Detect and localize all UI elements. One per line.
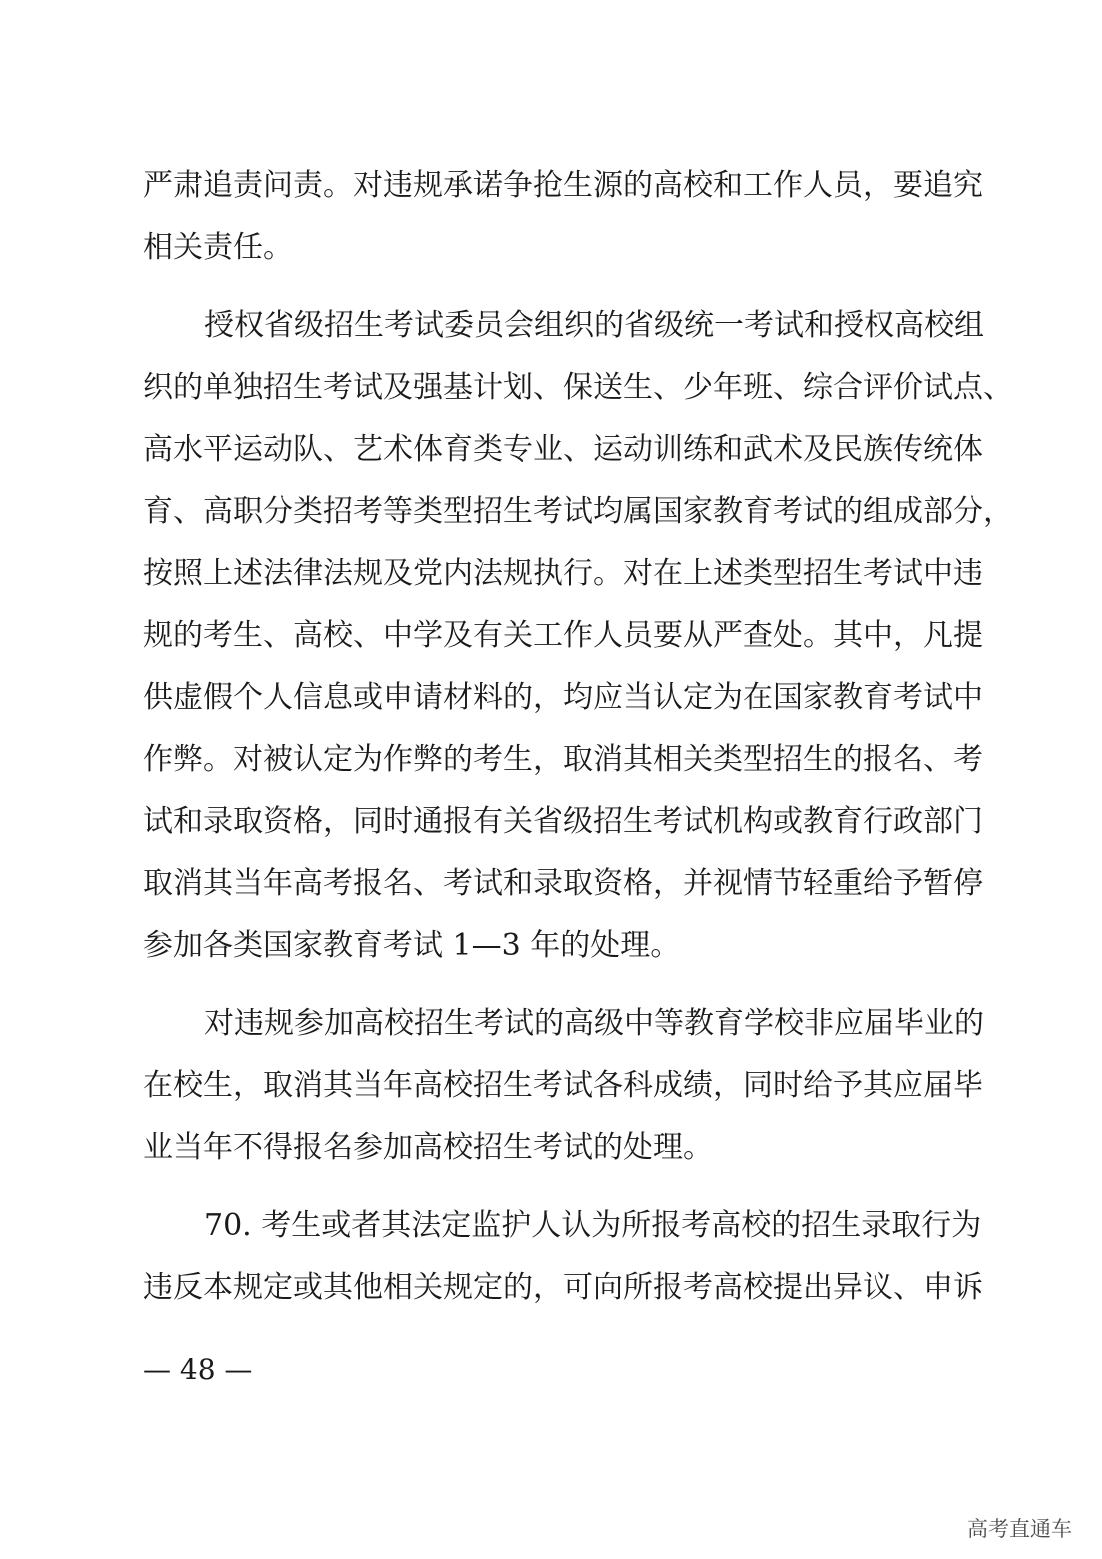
watermark: 高考直通车	[967, 1517, 1072, 1541]
body-text-line: 试和录取资格，同时通报有关省级招生考试机构或教育行政部门	[143, 804, 983, 839]
body-text-line: 按照上述法律法规及党内法规执行。对在上述类型招生考试中违	[143, 556, 983, 591]
body-text-line: 违反本规定或其他相关规定的，可向所报考高校提出异议、申诉	[143, 1270, 983, 1305]
body-text-line: 参加各类国家教育考试 1—3 年的处理。	[143, 928, 681, 963]
body-text-line: 供虚假个人信息或申请材料的，均应当认定为在国家教育考试中	[143, 680, 983, 715]
body-text-line: 作弊。对被认定为作弊的考生，取消其相关类型招生的报名、考	[143, 742, 983, 777]
body-text-line: 取消其当年高考报名、考试和录取资格，并视情节轻重给予暂停	[143, 866, 983, 901]
body-text-line: 织的单独招生考试及强基计划、保送生、少年班、综合评价试点、	[143, 370, 1013, 405]
body-text-line: 业当年不得报名参加高校招生考试的处理。	[143, 1130, 713, 1165]
body-text-line: 高水平运动队、艺术体育类专业、运动训练和武术及民族传统体	[143, 432, 983, 467]
body-text-line: 对违规参加高校招生考试的高级中等教育学校非应届毕业的	[204, 1006, 984, 1041]
body-text-line: 严肃追责问责。对违规承诺争抢生源的高校和工作人员，要追究	[143, 168, 983, 203]
body-text-line: 70. 考生或者其法定监护人认为所报考高校的招生录取行为	[204, 1208, 982, 1243]
page-number: — 48 —	[143, 1353, 253, 1386]
body-text-line: 授权省级招生考试委员会组织的省级统一考试和授权高校组	[204, 308, 984, 343]
body-text-line: 育、高职分类招考等类型招生考试均属国家教育考试的组成部分，	[143, 494, 1013, 529]
body-text-line: 在校生，取消其当年高校招生考试各科成绩，同时给予其应届毕	[143, 1068, 983, 1103]
body-text-line: 相关责任。	[143, 230, 293, 265]
body-text-line: 规的考生、高校、中学及有关工作人员要从严查处。其中，凡提	[143, 618, 983, 653]
